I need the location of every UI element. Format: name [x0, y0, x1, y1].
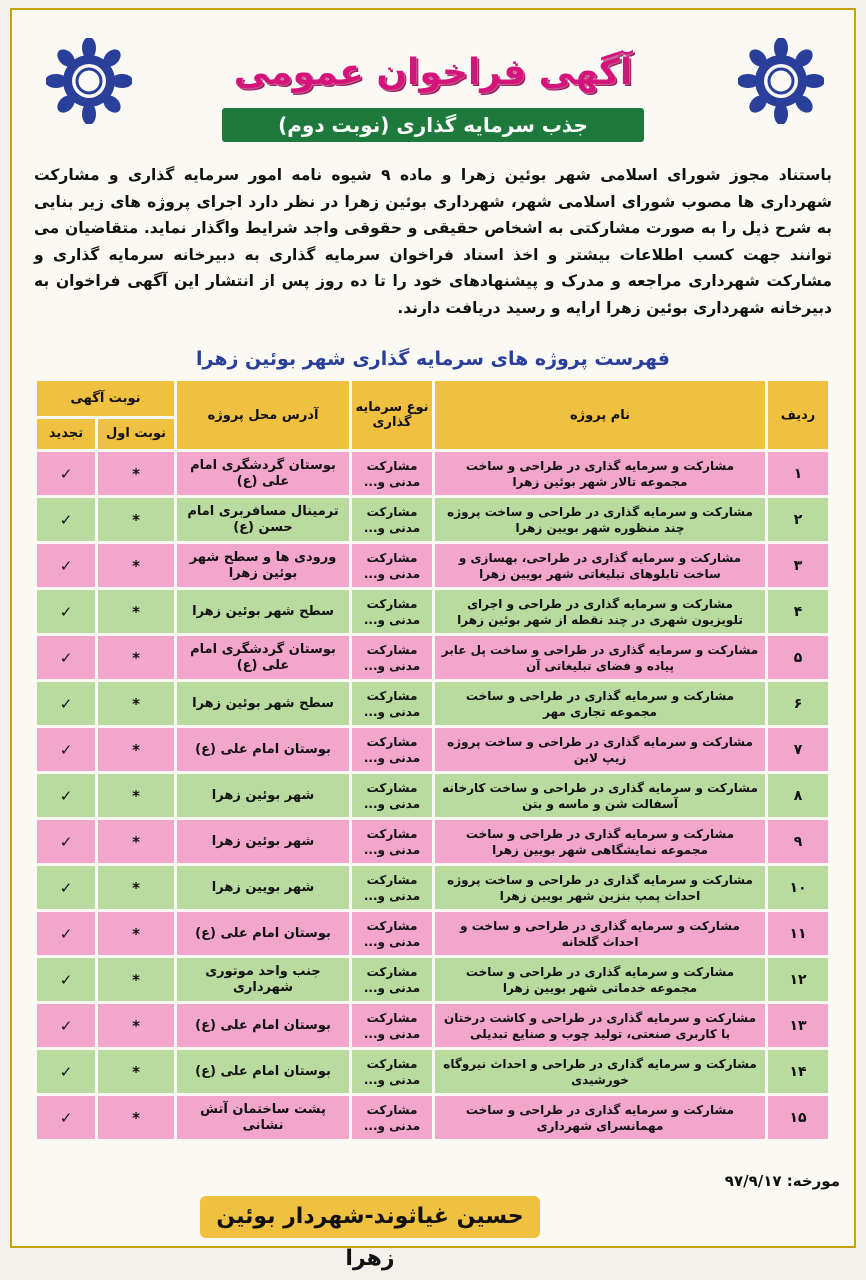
row-number-cell: ۱۱	[768, 912, 828, 955]
table-row	[37, 1004, 828, 1047]
first-turn-mark: *	[98, 682, 174, 725]
table-row	[37, 866, 828, 909]
renewal-mark: ✓	[37, 498, 95, 541]
investment-type-cell: مشارکت مدنی و...	[352, 866, 432, 909]
renewal-mark: ✓	[37, 636, 95, 679]
renewal-mark: ✓	[37, 1050, 95, 1093]
project-name-cell: مشارکت و سرمایه گذاری در طراحی و ساخت پروژه احداث پمپ بنزین شهر بویین زهرا	[435, 866, 765, 909]
table-row	[37, 1050, 828, 1093]
investment-type-cell: مشارکت مدنی و...	[352, 498, 432, 541]
table-row	[37, 958, 828, 1001]
first-turn-mark: *	[98, 1096, 174, 1139]
date-label: مورخه: ۹۷/۹/۱۷	[724, 1172, 840, 1190]
project-address-cell: بوستان امام علی (ع)	[177, 728, 349, 771]
row-number-cell: ۱۵	[768, 1096, 828, 1139]
first-turn-mark: *	[98, 636, 174, 679]
project-name-cell: مشارکت و سرمایه گذاری در طراحی، بهسازی و ساخت تابلوهای تبلیغاتی شهر بویین زهرا	[435, 544, 765, 587]
investment-type-cell: مشارکت مدنی و...	[352, 912, 432, 955]
project-address-cell: بوستان گردشگری امام علی (ع)	[177, 452, 349, 495]
renewal-mark: ✓	[37, 820, 95, 863]
first-turn-mark: *	[98, 498, 174, 541]
row-number-cell: ۹	[768, 820, 828, 863]
project-address-cell: بوستان امام علی (ع)	[177, 1004, 349, 1047]
first-turn-mark: *	[98, 1004, 174, 1047]
project-address-cell: بوستان امام علی (ع)	[177, 1050, 349, 1093]
project-name-cell: مشارکت و سرمایه گذاری در طراحی و ساخت پل عابر پیاده و فضای تبلیغاتی آن	[435, 636, 765, 679]
project-name-cell: مشارکت و سرمایه گذاری در طراحی و ساخت و احداث گلخانه	[435, 912, 765, 955]
project-name-cell: مشارکت و سرمایه گذاری در طراحی و احداث نیروگاه خورشیدی	[435, 1050, 765, 1093]
renewal-mark: ✓	[37, 728, 95, 771]
project-address-cell: شهر بوئین زهرا	[177, 774, 349, 817]
intro-paragraph: باستناد مجوز شورای اسلامی شهر بوئین زهرا و ماده ۹ شیوه نامه امور سرمایه گذاری و مشارکت شهرداری ها مصوب شورای اسلامی شهر، شهرداری بوئین زهرا در نظر دارد اجرای پروژه های زیر بنایی به شرح ذیل را به صورت مشارکتی به اشخاص حقیقی و حقوقی واجد شرایط واگذار نماید. متقاضیان می توانند جهت کسب اطلاعات بیشتر و اخذ اسناد فراخوان سرمایه گذاری به دبیرخانه سرمایه گذاری و مشارکت شهرداری مراجعه و مدرک و پیشنهادهای خود را تا ده روز پس از انتشار این آگهی فراخوان به دبیرخانه شهرداری بوئین زهرا ارایه و رسید دریافت دارند.	[34, 166, 832, 317]
row-number-cell: ۸	[768, 774, 828, 817]
investment-type-cell: مشارکت مدنی و...	[352, 1096, 432, 1139]
row-number-cell: ۶	[768, 682, 828, 725]
table-row	[37, 498, 828, 541]
investment-type-cell: مشارکت مدنی و...	[352, 774, 432, 817]
renewal-mark: ✓	[37, 544, 95, 587]
header-renewal: تجدید	[37, 419, 95, 449]
first-turn-mark: *	[98, 958, 174, 1001]
project-name-cell: مشارکت و سرمایه گذاری در طراحی و ساخت مهمانسرای شهرداری	[435, 1096, 765, 1139]
project-name-cell: مشارکت و سرمایه گذاری در طراحی و اجرای تلویزیون شهری در چند نقطه از شهر بوئین زهرا	[435, 590, 765, 633]
project-name-cell: مشارکت و سرمایه گذاری در طراحی و ساخت مجموعه تالار شهر بوئین زهرا	[435, 452, 765, 495]
table-row	[37, 452, 828, 495]
signer-banner: حسین غیاثوند-شهردار بوئین زهرا	[200, 1196, 540, 1238]
project-name-cell: مشارکت و سرمایه گذاری در طراحی و ساخت پروژه چند منظوره شهر بویین زهرا	[435, 498, 765, 541]
first-turn-mark: *	[98, 544, 174, 587]
table-row	[37, 682, 828, 725]
project-address-cell: پشت ساختمان آتش نشانی	[177, 1096, 349, 1139]
project-address-cell: سطح شهر بوئین زهرا	[177, 682, 349, 725]
investment-type-cell: مشارکت مدنی و...	[352, 728, 432, 771]
project-name-cell: مشارکت و سرمایه گذاری در طراحی و ساخت مجموعه تجاری مهر	[435, 682, 765, 725]
renewal-mark: ✓	[37, 912, 95, 955]
project-address-cell: بوستان امام علی (ع)	[177, 912, 349, 955]
table-row	[37, 820, 828, 863]
table-row	[37, 636, 828, 679]
project-address-cell: سطح شهر بوئین زهرا	[177, 590, 349, 633]
renewal-mark: ✓	[37, 590, 95, 633]
investment-type-cell: مشارکت مدنی و...	[352, 958, 432, 1001]
header-project-address: آدرس محل پروژه	[177, 381, 349, 449]
investment-type-cell: مشارکت مدنی و...	[352, 452, 432, 495]
table-row	[37, 544, 828, 587]
row-number-cell: ۱	[768, 452, 828, 495]
project-name-cell: مشارکت و سرمایه گذاری در طراحی و ساخت مجموعه خدماتی شهر بویین زهرا	[435, 958, 765, 1001]
investment-type-cell: مشارکت مدنی و...	[352, 544, 432, 587]
row-number-cell: ۵	[768, 636, 828, 679]
table-row	[37, 912, 828, 955]
investment-type-cell: مشارکت مدنی و...	[352, 682, 432, 725]
row-number-cell: ۴	[768, 590, 828, 633]
header-investment-type: نوع سرمایه گذاری	[352, 381, 432, 449]
renewal-mark: ✓	[37, 452, 95, 495]
first-turn-mark: *	[98, 590, 174, 633]
project-address-cell: جنب واحد موتوری شهرداری	[177, 958, 349, 1001]
first-turn-mark: *	[98, 912, 174, 955]
table-row	[37, 774, 828, 817]
investment-type-cell: مشارکت مدنی و...	[352, 1004, 432, 1047]
first-turn-mark: *	[98, 1050, 174, 1093]
project-address-cell: بوستان گردشگری امام علی (ع)	[177, 636, 349, 679]
project-address-cell: شهر بوئین زهرا	[177, 820, 349, 863]
renewal-mark: ✓	[37, 1004, 95, 1047]
renewal-mark: ✓	[37, 774, 95, 817]
first-turn-mark: *	[98, 820, 174, 863]
project-name-cell: مشارکت و سرمایه گذاری در طراحی و کاشت درختان با کاربری صنعتی، تولید چوب و صنایع تبدیلی	[435, 1004, 765, 1047]
project-name-cell: مشارکت و سرمایه گذاری در طراحی و ساخت مجموعه نمایشگاهی شهر بویین زهرا	[435, 820, 765, 863]
project-name-cell: مشارکت و سرمایه گذاری در طراحی و ساخت پروژه زیپ لاین	[435, 728, 765, 771]
header-first-turn: نوبت اول	[98, 419, 174, 449]
project-address-cell: شهر بویین زهرا	[177, 866, 349, 909]
investment-type-cell: مشارکت مدنی و...	[352, 590, 432, 633]
table-row	[37, 590, 828, 633]
projects-table	[34, 378, 831, 1142]
first-turn-mark: *	[98, 452, 174, 495]
project-address-cell: ترمینال مسافربری امام حسن (ع)	[177, 498, 349, 541]
investment-type-cell: مشارکت مدنی و...	[352, 1050, 432, 1093]
row-number-cell: ۱۲	[768, 958, 828, 1001]
table-row	[37, 728, 828, 771]
table-row	[37, 1096, 828, 1139]
row-number-cell: ۱۳	[768, 1004, 828, 1047]
first-turn-mark: *	[98, 774, 174, 817]
row-number-cell: ۱۰	[768, 866, 828, 909]
project-address-cell: ورودی ها و سطح شهر بوئین زهرا	[177, 544, 349, 587]
first-turn-mark: *	[98, 866, 174, 909]
row-number-cell: ۳	[768, 544, 828, 587]
renewal-mark: ✓	[37, 682, 95, 725]
renewal-mark: ✓	[37, 1096, 95, 1139]
renewal-mark: ✓	[37, 866, 95, 909]
header-ad-turn: نوبت آگهی	[37, 381, 174, 416]
notice-subtitle: جذب سرمایه گذاری (نوبت دوم)	[222, 108, 644, 142]
header-project-name: نام پروژه	[435, 381, 765, 449]
project-list-title: فهرست پروژه های سرمایه گذاری شهر بوئین زهرا	[195, 348, 671, 370]
row-number-cell: ۲	[768, 498, 828, 541]
project-name-cell: مشارکت و سرمایه گذاری در طراحی و ساخت کارخانه آسفالت شن و ماسه و بتن	[435, 774, 765, 817]
investment-type-cell: مشارکت مدنی و...	[352, 820, 432, 863]
renewal-mark: ✓	[37, 958, 95, 1001]
row-number-cell: ۷	[768, 728, 828, 771]
first-turn-mark: *	[98, 728, 174, 771]
investment-type-cell: مشارکت مدنی و...	[352, 636, 432, 679]
notice-title: آگهی فراخوان عمومی	[233, 52, 633, 93]
row-number-cell: ۱۴	[768, 1050, 828, 1093]
header-row-number: ردیف	[768, 381, 828, 449]
